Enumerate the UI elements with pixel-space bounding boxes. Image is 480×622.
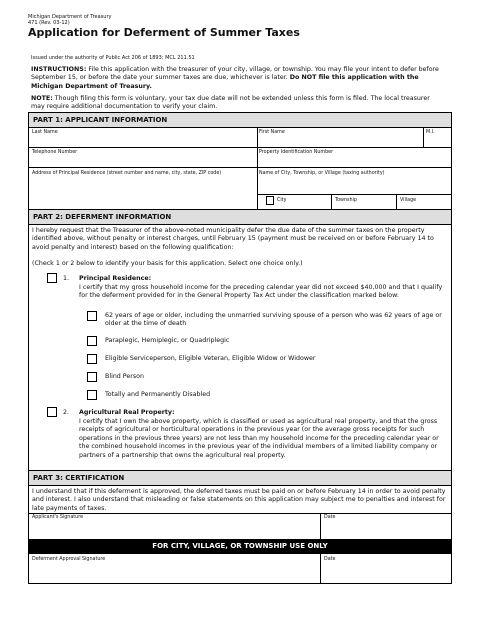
authority-line: Issued under the authority of Public Act 206 of 1893; MCL 211.51 <box>31 55 195 61</box>
address-label: Address of Principal Residence (street number and name, city, state, ZIP code) <box>32 171 222 176</box>
note <box>31 95 445 112</box>
part3-header: PART 3: CERTIFICATION <box>29 470 451 486</box>
applicant-date-label: Date <box>324 515 336 520</box>
address-field[interactable] <box>29 168 257 209</box>
divider <box>331 194 332 209</box>
last-name-field[interactable] <box>29 128 257 148</box>
deferment-request: I hereby request that the Treasurer of the above-noted municipality defer the due date of the summer taxes on the property identified above, without penalty or interest charges, until February 15 (payment must be received on or before February 14 to avoid penalty and interest) based on the following qualification: <box>32 227 434 251</box>
pin-field[interactable] <box>257 148 452 168</box>
check-instructions: (Check 1 or 2 below to identify your basis for this application. Select one choice only.) <box>32 260 303 267</box>
approval-date-field[interactable] <box>321 555 452 584</box>
serviceperson-label: Eligible Serviceperson, Eligible Veteran, Eligible Widow or Widower <box>105 355 316 362</box>
village-label: Village <box>400 198 417 203</box>
option-1-text: I certify that my gross household income for the preceding calendar year did not exceed $40,000 and that I qualify for the deferment provided for in the General Property Tax Act under the classification marked below: <box>79 284 443 300</box>
instructions-text: File this application with the treasurer of your city, village, or township. You may file your intent to defer before September 15, or before the date your summer taxes are due, whichever is later. <box>31 66 439 82</box>
form-number: 471 (Rev. 03-12) <box>28 20 70 26</box>
certification-text: I understand that if this deferment is approved, the deferred taxes must be paid on or before February 14 in order to avoid penalty and interest. I also understand that misleading or false statements on this application may subject me to penalties and interest for late payments of taxes. <box>32 488 446 512</box>
city-checkbox[interactable] <box>266 196 274 205</box>
part1-header: PART 1: APPLICANT INFORMATION <box>29 112 451 128</box>
option-2-text: I certify that I own the above property, which is classified or used as agricultural real property, and that the gross receipts of agricultural or horticultural operations in the previous year (or the average gross receipts for such operations in the previous three years) are not less than my household income for the preceding calendar year or the combined household incomes in the previous year of the individual members of a limited liability company or partners of a partnership that owns the agricultural real property. <box>79 418 439 459</box>
agricultural-checkbox[interactable] <box>47 407 57 417</box>
instructions <box>31 66 445 91</box>
age-62-label: 62 years of age or older, including the unmarried surviving spouse of a person who was 62 years of age or older at the time of death <box>105 312 442 328</box>
divider <box>423 128 424 148</box>
paraplegic-checkbox[interactable] <box>87 336 97 346</box>
taxing-unit-label: Name of City, Township, or Village (taxing authority) <box>259 171 385 176</box>
taxing-unit-field[interactable] <box>257 168 452 194</box>
age-62-checkbox[interactable] <box>87 311 97 321</box>
disabled-label: Totally and Permanently Disabled <box>105 391 211 398</box>
serviceperson-checkbox[interactable] <box>87 354 97 364</box>
applicant-signature-field[interactable] <box>29 514 320 539</box>
option-2-title: Agricultural Real Property: <box>79 409 175 416</box>
divider <box>257 194 451 195</box>
city-label: City <box>277 198 287 203</box>
application-form <box>28 112 452 584</box>
note-text: Though filing this form is voluntary, your tax due date will not be extended unless this form is filed. The local treasurer may require additional documentation to verify your claim. <box>31 95 430 111</box>
first-name-label: First Name <box>259 130 285 135</box>
page-title: Application for Deferment of Summer Taxes <box>28 26 300 39</box>
first-name-field[interactable] <box>257 128 422 148</box>
approval-date-label: Date <box>324 557 336 562</box>
mi-label: M.I. <box>426 130 435 135</box>
department-name: Michigan Department of Treasury <box>28 14 112 20</box>
last-name-label: Last Name <box>32 130 58 135</box>
township-label: Township <box>335 198 357 203</box>
applicant-date-field[interactable] <box>321 514 452 539</box>
pin-label: Property Identification Number <box>259 150 334 155</box>
part2-header: PART 2: DEFERMENT INFORMATION <box>29 209 451 225</box>
instructions-label: INSTRUCTIONS: <box>31 66 87 73</box>
principal-residence-checkbox[interactable] <box>47 273 57 283</box>
option-2-number: 2. <box>63 409 70 416</box>
applicant-signature-label: Applicant's Signature <box>32 515 84 520</box>
approval-signature-field[interactable] <box>29 555 320 584</box>
instructions-warning: Do NOT file this application with the Michigan Department of Treasury. <box>31 74 419 90</box>
disabled-checkbox[interactable] <box>87 390 97 400</box>
option-1-title: Principal Residence: <box>79 275 152 282</box>
option-1-number: 1. <box>63 275 70 282</box>
office-use-header: FOR CITY, VILLAGE, OR TOWNSHIP USE ONLY <box>29 539 451 554</box>
paraplegic-label: Paraplegic, Hemiplegic, or Quadriplegic <box>105 337 230 344</box>
blind-person-label: Blind Person <box>105 373 144 380</box>
note-label: NOTE: <box>31 95 53 102</box>
phone-field[interactable] <box>29 148 257 168</box>
approval-signature-label: Deferment Approval Signature <box>32 557 106 562</box>
blind-person-checkbox[interactable] <box>87 372 97 382</box>
mi-field[interactable] <box>423 128 452 148</box>
phone-label: Telephone Number <box>32 150 78 155</box>
divider <box>396 194 397 209</box>
